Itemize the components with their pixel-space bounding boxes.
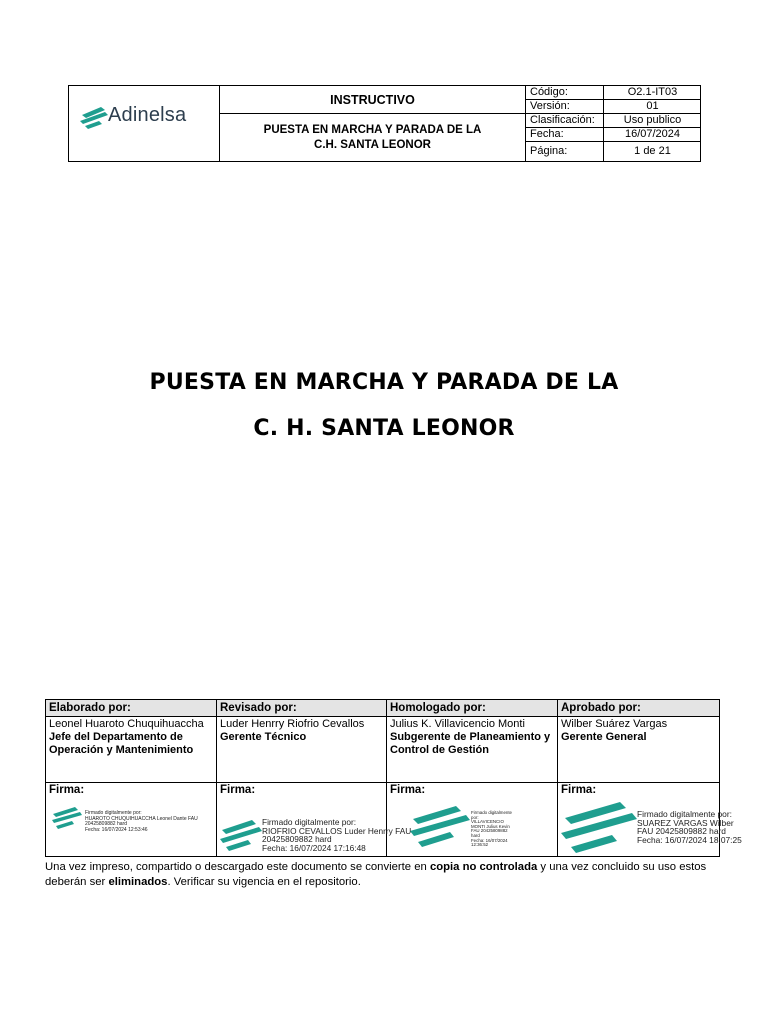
approver-role: Subgerente de Planeamiento y Control de Gestión xyxy=(390,731,551,756)
approver-role: Gerente General xyxy=(561,731,647,743)
stamp-line: hard xyxy=(471,832,480,838)
meta-row-pagina xyxy=(526,142,701,161)
note-bold-text: copia no controlada xyxy=(429,861,538,873)
approval-column-aprobado xyxy=(558,700,742,856)
approver-role: Gerente Técnico xyxy=(220,731,307,743)
signature-label: Firma: xyxy=(49,784,85,796)
signature-cell xyxy=(387,783,557,855)
digital-signature-icon xyxy=(219,817,263,853)
signature-cell xyxy=(217,783,412,855)
main-title-line1: PUESTA EN MARCHA Y PARADA DE LA xyxy=(149,370,619,395)
approval-body xyxy=(46,717,216,783)
logo-cell xyxy=(69,86,220,161)
meta-row-codigo xyxy=(526,86,701,100)
document-header xyxy=(68,85,701,162)
meta-key: Clasificación: xyxy=(526,114,604,127)
signature-label: Firma: xyxy=(561,784,597,796)
approver-role: Jefe del Departamento de Operación y Mantenimiento xyxy=(49,731,194,756)
logo-text: Adinelsa xyxy=(108,104,187,126)
stamp-line: MONTI Julius Kevin xyxy=(471,823,510,829)
approval-column-elaborado xyxy=(46,700,217,856)
approval-heading: Aprobado por: xyxy=(558,700,719,717)
approval-body xyxy=(217,717,386,783)
approvals-table xyxy=(45,699,742,857)
doc-title xyxy=(220,114,525,161)
logo-mark-icon xyxy=(79,104,109,130)
doc-meta-table xyxy=(526,86,701,161)
stamp-line: VILLAVICENCIO xyxy=(471,819,504,825)
stamp-line: FAU 20425809882 hard xyxy=(637,826,726,837)
stamp-line: Firmado digitalmente xyxy=(471,810,512,815)
note-text: Una vez impreso, compartido o descargado este documento se convierte en xyxy=(45,861,430,873)
approval-heading: Elaborado por: xyxy=(46,700,216,717)
approval-column-revisado xyxy=(217,700,412,856)
signature-stamp-text xyxy=(637,810,742,845)
approver-name: Leonel Huaroto Chuquihuaccha xyxy=(49,718,204,730)
stamp-line: Firmado digitalmente por: xyxy=(637,809,732,819)
stamp-line: Fecha: 16/07/2024 17:16:48 xyxy=(262,842,366,853)
signature-cell xyxy=(46,783,216,855)
approver-name: Julius K. Villavicencio Monti xyxy=(390,718,525,730)
adinelsa-logo xyxy=(79,102,214,142)
note-text: y una vez concluido su uso estos deberán ser xyxy=(45,861,707,888)
approver-name: Wilber Suárez Vargas xyxy=(561,718,668,730)
stamp-line: por: xyxy=(471,814,479,820)
main-title-line2: C. H. SANTA LEONOR xyxy=(253,416,515,441)
stamp-line: Fecha: 16/07/2024 xyxy=(471,837,508,843)
signature-label: Firma: xyxy=(390,784,426,796)
meta-key: Página: xyxy=(526,142,604,161)
stamp-line: FAU 20425809882 xyxy=(471,828,508,834)
uncontrolled-copy-note xyxy=(45,860,735,889)
meta-value: 1 de 21 xyxy=(634,145,671,157)
meta-value: Uso publico xyxy=(623,114,682,126)
stamp-line: Fecha: 16/07/2024 12:53:46 xyxy=(85,826,148,833)
note-bold-text: eliminados xyxy=(108,875,168,888)
stamp-line: 20425809882 hard xyxy=(262,834,332,844)
meta-row-fecha xyxy=(526,128,701,142)
stamp-line: HUAROTO CHUQUIHUACCHA Leonel Dante FAU xyxy=(85,815,198,822)
stamp-line: RIOFRIO CEVALLOS Luder Henrry FAU xyxy=(262,825,412,836)
meta-value: 16/07/2024 xyxy=(624,128,681,140)
meta-key: Versión: xyxy=(526,100,604,113)
header-title-cell xyxy=(220,86,526,161)
doc-title-line2: C.H. SANTA LEONOR xyxy=(314,138,431,151)
approval-heading: Revisado por: xyxy=(217,700,386,717)
approver-name: Luder Henrry Riofrio Cevallos xyxy=(220,718,365,730)
approval-body xyxy=(558,717,719,783)
stamp-line: SUAREZ VARGAS Wilber xyxy=(637,817,734,828)
stamp-line: 12:36:52 xyxy=(471,842,489,848)
signature-stamp-text xyxy=(471,811,512,848)
approval-body xyxy=(387,717,557,783)
digital-signature-icon xyxy=(560,799,638,855)
approval-heading: Homologado por: xyxy=(387,700,557,717)
meta-row-clasificacion xyxy=(526,114,701,128)
note-text: . Verificar su vigencia en el repositorio. xyxy=(167,875,361,888)
doc-type: INSTRUCTIVO xyxy=(220,86,525,114)
doc-title-line1: PUESTA EN MARCHA Y PARADA DE LA xyxy=(263,123,482,136)
meta-row-version xyxy=(526,100,701,114)
signature-stamp-text xyxy=(85,811,198,833)
signature-cell xyxy=(558,783,742,855)
meta-value: 01 xyxy=(646,100,659,112)
stamp-line: Firmado digitalmente por: xyxy=(85,810,142,816)
meta-key: Código: xyxy=(526,86,604,99)
digital-signature-icon xyxy=(409,803,471,849)
digital-signature-icon xyxy=(51,805,83,831)
signature-label: Firma: xyxy=(220,784,256,796)
approval-column-homologado xyxy=(387,700,558,856)
meta-key: Fecha: xyxy=(526,128,604,141)
meta-value: O2.1-IT03 xyxy=(627,86,678,98)
stamp-line: Fecha: 16/07/2024 18:07:25 xyxy=(637,835,742,846)
stamp-line: 20425809882 hard xyxy=(85,821,127,827)
stamp-line: Firmado digitalmente por: xyxy=(262,817,357,827)
